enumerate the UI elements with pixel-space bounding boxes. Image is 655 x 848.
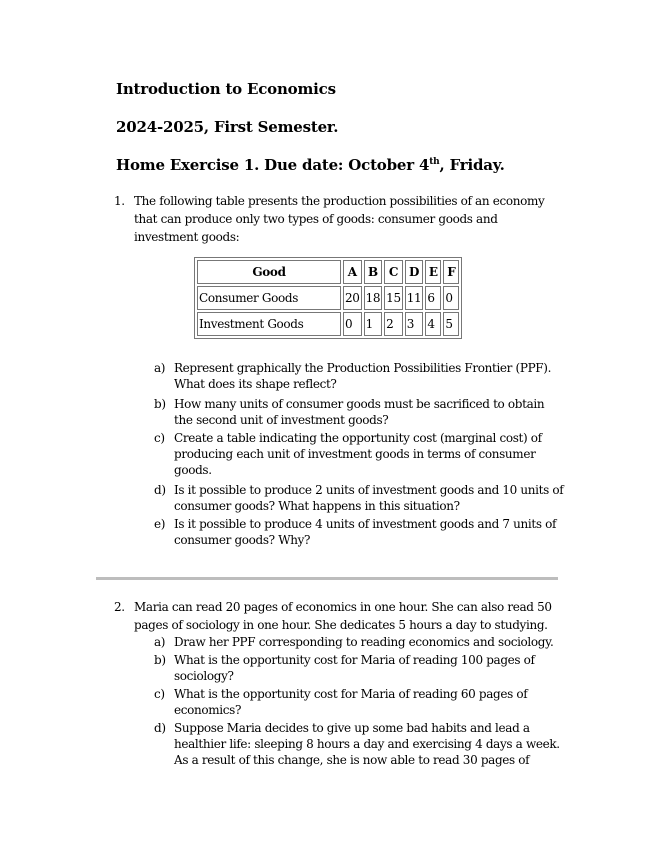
production-possibilities-table: [194, 257, 462, 339]
item-text: Create a table indicating the opportunity cost (marginal cost) of producing each unit of investment goods in terms of consumer goods.: [174, 431, 542, 477]
list-item: [154, 652, 564, 684]
item-text: Represent graphically the Production Possibilities Frontier (PPF). What does its shape reflect?: [174, 361, 552, 391]
table-cell: 0: [443, 286, 459, 310]
list-item: [154, 360, 564, 392]
table-header-cell: A: [343, 260, 362, 284]
item-text: Draw her PPF corresponding to reading economics and sociology.: [174, 635, 554, 649]
item-text: What is the opportunity cost for Maria of reading 60 pages of economics?: [174, 687, 528, 717]
item-text: Is it possible to produce 4 units of investment goods and 7 units of consumer goods? Why?: [174, 517, 557, 547]
question-number: 2.: [114, 600, 125, 614]
item-letter: a): [154, 635, 166, 649]
question-text: Maria can read 20 pages of economics in one hour. She can also read 50 pages of sociology in one hour. She dedicates 5 hours a day to studying.: [134, 600, 552, 632]
table-cell: 20: [343, 286, 362, 310]
table-cell: 3: [405, 312, 424, 336]
exercise-title: [116, 156, 505, 174]
item-letter: c): [154, 431, 165, 445]
question-text: The following table presents the production possibilities of an economy that can produce only two types of goods: consumer goods and investment goods:: [134, 194, 545, 244]
list-item: [154, 516, 564, 548]
item-letter: a): [154, 361, 166, 375]
table-cell: 0: [343, 312, 362, 336]
item-text: What is the opportunity cost for Maria of reading 100 pages of sociology?: [174, 653, 535, 683]
table-cell: 5: [443, 312, 459, 336]
item-text: Is it possible to produce 2 units of investment goods and 10 units of consumer goods? What happens in this situation?: [174, 483, 564, 513]
item-letter: b): [154, 397, 166, 411]
item-text: How many units of consumer goods must be sacrificed to obtain the second unit of investment goods?: [174, 397, 545, 427]
item-text: Suppose Maria decides to give up some bad habits and lead a healthier life: sleeping 8 hours a day and exercising 4 days a week. As a result of this change, she is now able to read 30 pages of: [174, 721, 560, 767]
exercise-title-prefix: Home Exercise 1. Due date: October 4: [116, 156, 430, 174]
item-letter: d): [154, 483, 166, 497]
table-cell: 15: [384, 286, 403, 310]
item-letter: c): [154, 687, 165, 701]
table-header-cell: B: [364, 260, 383, 284]
list-item: [154, 430, 564, 478]
table-header-row: [197, 260, 459, 284]
exercise-title-sup: th: [429, 157, 440, 167]
table-cell: Investment Goods: [197, 312, 341, 336]
list-item: [154, 720, 564, 768]
table-header-cell: Good: [197, 260, 341, 284]
item-letter: b): [154, 653, 166, 667]
table-cell: 4: [425, 312, 441, 336]
term-title: 2024-2025, First Semester.: [116, 118, 339, 136]
list-item: [154, 396, 564, 428]
question-2: [114, 598, 564, 634]
question-number: 1.: [114, 194, 125, 208]
table-header-cell: D: [405, 260, 424, 284]
table-header-cell: C: [384, 260, 403, 284]
table-header-cell: E: [425, 260, 441, 284]
item-letter: e): [154, 517, 166, 531]
item-letter: d): [154, 721, 166, 735]
section-divider: [96, 577, 558, 580]
list-item: [154, 686, 564, 718]
table-cell: 6: [425, 286, 441, 310]
course-title: Introduction to Economics: [116, 80, 336, 98]
table-header-cell: F: [443, 260, 459, 284]
list-item: [154, 482, 564, 514]
table-cell: 18: [364, 286, 383, 310]
table-row: [197, 312, 459, 336]
exercise-title-suffix: , Friday.: [439, 156, 505, 174]
table-cell: 2: [384, 312, 403, 336]
table-cell: 1: [364, 312, 383, 336]
table-cell: 11: [405, 286, 424, 310]
table-row: [197, 286, 459, 310]
question-1: [114, 192, 564, 246]
list-item: [154, 634, 564, 650]
table-cell: Consumer Goods: [197, 286, 341, 310]
